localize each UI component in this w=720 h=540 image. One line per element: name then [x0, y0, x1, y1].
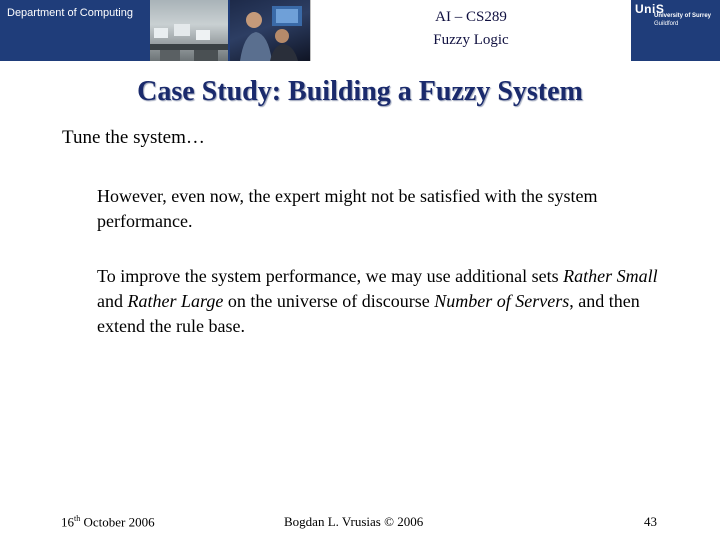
course-title-box [310, 0, 632, 61]
students-photo [230, 0, 310, 61]
course-topic: Fuzzy Logic [433, 32, 509, 48]
course-code: AI – CS289 [435, 9, 507, 25]
slide-subtitle: Tune the system… [62, 127, 205, 148]
paragraph-improve [97, 264, 682, 339]
para2-text-1: To improve the system performance, we may use additional sets [97, 266, 564, 286]
computer-lab-photo [150, 0, 228, 61]
university-name: University of Surrey [654, 13, 712, 19]
department-panel [0, 0, 150, 61]
department-label: Department of Computing [7, 7, 133, 19]
page-number: 43 [644, 514, 657, 529]
para2-text-2: and [97, 291, 128, 311]
footer-date [61, 514, 155, 530]
para2-text-3: on the universe of discourse [223, 291, 435, 311]
university-town: Guildford [654, 21, 679, 27]
slide-title: Case Study: Building a Fuzzy System [137, 76, 583, 107]
para2-italic-rather-small: Rather Small [563, 266, 658, 286]
university-logo [631, 0, 720, 61]
footer-date-day: 16 [61, 514, 74, 530]
unis-logo-text: UniS [635, 2, 665, 16]
para2-text-4: , and then extend the rule base. [97, 291, 640, 336]
para2-italic-number-of-servers: Number of Servers [434, 291, 570, 311]
paragraph-expert: However, even now, the expert might not be satisfied with the system performance. [97, 186, 598, 231]
computer-lab-image [150, 0, 228, 61]
footer-author: Bogdan L. Vrusias © 2006 [284, 514, 424, 529]
para2-italic-rather-large: Rather Large [127, 291, 224, 311]
footer-date-rest: October 2006 [80, 514, 155, 530]
students-image [230, 0, 310, 61]
footer-date-suffix: th [74, 514, 81, 523]
